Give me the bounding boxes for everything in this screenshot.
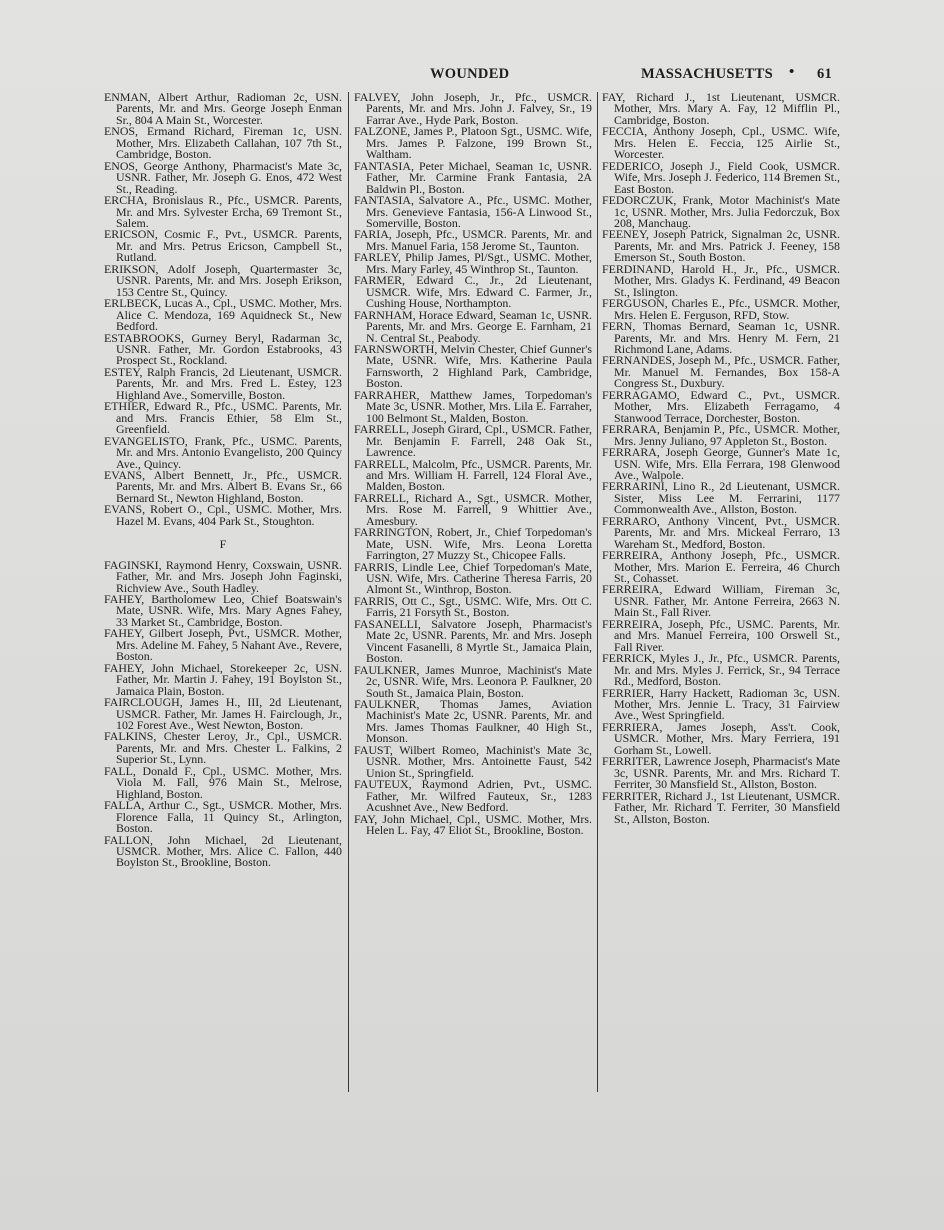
casualty-entry: FERRAGAMO, Edward C., Pvt., USMCR. Mother, Mrs. Elizabeth Ferragamo, 4 Stanwood Terrace, Dorchester, Boston. xyxy=(602,387,840,425)
column-divider xyxy=(348,92,349,1092)
casualty-entry: ENOS, Ermand Richard, Fireman 1c, USN. Mother, Mrs. Elizabeth Callahan, 107 7th St., Cambridge, Boston. xyxy=(104,124,342,162)
casualty-entry: FARRELL, Richard A., Sgt., USMCR. Mother, Mrs. Rose M. Farrell, 9 Whittier Ave., Amesbury. xyxy=(354,490,592,528)
casualty-entry: FALKINS, Chester Leroy, Jr., Cpl., USMCR. Parents, Mr. and Mrs. Chester L. Falkins, 2 Superior St., Lynn. xyxy=(104,729,342,767)
casualty-entry: FERRARA, Benjamin P., Pfc., USMCR. Mother, Mrs. Jenny Juliano, 97 Appleton St., Boston. xyxy=(602,422,840,448)
column-3 xyxy=(602,92,840,825)
casualty-entry: FEDORCZUK, Frank, Motor Machinist's Mate 1c, USNR. Mother, Mrs. Julia Fedorczuk, Box 208, Manchaug. xyxy=(602,193,840,230)
casualty-entry: FERREIRA, Joseph, Pfc., USMC. Parents, Mr. and Mrs. Manuel Ferreira, 100 Orswell St., Fall River. xyxy=(602,616,840,654)
casualty-entry: FARNHAM, Horace Edward, Seaman 1c, USNR. Parents, Mr. and Mrs. George E. Farnham, 21 N. Central St., Peabody. xyxy=(354,307,592,345)
casualty-entry: FERRIER, Harry Hackett, Radioman 3c, USN. Mother, Mrs. Jennie L. Tracy, 31 Fairview Ave., West Springfield. xyxy=(602,685,840,723)
casualty-entry: EVANS, Robert O., Cpl., USMC. Mother, Mrs. Hazel M. Evans, 404 Park St., Stoughton. xyxy=(104,502,342,528)
section-letter: F xyxy=(219,537,227,552)
casualty-entry: ERIKSON, Adolf Joseph, Quartermaster 3c, USNR. Parents, Mr. and Mrs. Joseph Erikson, 153 Centre St., Quincy. xyxy=(104,261,342,299)
section-title: WOUNDED xyxy=(430,66,510,82)
casualty-entry: FERN, Thomas Bernard, Seaman 1c, USNR. Parents, Mr. and Mrs. Henry M. Fern, 21 Richmond Lane, Adams. xyxy=(602,319,840,356)
casualty-entry: FAULKNER, James Munroe, Machinist's Mate 2c, USNR. Wife, Mrs. Leonora P. Faulkner, 20 South St., Jamaica Plain, Boston. xyxy=(354,662,592,700)
casualty-entry: FARRAHER, Matthew James, Torpedoman's Mate 3c, USNR. Mother, Mrs. Lila E. Farraher, 100 Belmont St., Malden, Boston. xyxy=(354,387,592,425)
casualty-entry: FERRICK, Myles J., Jr., Pfc., USMCR. Parents, Mr. and Mrs. Myles J. Ferrick, Sr., 94 Terrace Rd., Medford, Boston. xyxy=(602,651,840,689)
page-header xyxy=(105,64,841,84)
casualty-entry: FARRELL, Malcolm, Pfc., USMCR. Parents, Mr. and Mrs. William H. Farrell, 124 Floral Ave., Malden, Boston. xyxy=(354,456,592,494)
casualty-entry: FERGUSON, Charles E., Pfc., USMCR. Mother, Mrs. Helen E. Ferguson, RFD, Stow. xyxy=(602,296,840,322)
casualty-entry: FERRARA, Joseph George, Gunner's Mate 1c, USN. Wife, Mrs. Ella Ferrara, 198 Glenwood Ave., Walpole. xyxy=(602,445,840,482)
casualty-entry: ETHIER, Edward R., Pfc., USMC. Parents, Mr. and Mrs. Francis Ethier, 58 Elm St., Greenfield. xyxy=(104,399,342,437)
casualty-entry: FEDERICO, Joseph J., Field Cook, USMCR. Wife, Mrs. Joseph J. Federico, 114 Bremen St., East Boston. xyxy=(602,158,840,196)
casualty-entry: FAY, John Michael, Cpl., USMC. Mother, Mrs. Helen L. Fay, 47 Eliot St., Brookline, Boston. xyxy=(354,811,592,837)
casualty-entry: FERNANDES, Joseph M., Pfc., USMCR. Father, Mr. Manuel M. Fernandes, Box 158-A Congress St., Duxbury. xyxy=(602,353,840,391)
column-divider xyxy=(597,92,598,1092)
casualty-entry: FALZONE, James P., Platoon Sgt., USMC. Wife, Mrs. James P. Falzone, 199 Brown St., Waltham. xyxy=(354,124,592,162)
casualty-entry: FECCIA, Anthony Joseph, Cpl., USMC. Wife, Mrs. Helen E. Feccia, 125 Airlie St., Worcester. xyxy=(602,124,840,162)
casualty-entry: ESTABROOKS, Gurney Beryl, Radarman 3c, USNR. Father, Mr. Gordon Estabrooks, 43 Prospect St., Rockland. xyxy=(104,330,342,368)
casualty-entry: FERDINAND, Harold H., Jr., Pfc., USMCR. Mother, Mrs. Gladys K. Ferdinand, 49 Beacon St., Islington. xyxy=(602,261,840,299)
bullet-icon: • xyxy=(789,64,795,80)
casualty-entry: EVANGELISTO, Frank, Pfc., USMC. Parents, Mr. and Mrs. Antonio Evangelisto, 200 Quincy Ave., Quincy. xyxy=(104,433,342,471)
casualty-entry: FALLON, John Michael, 2d Lieutenant, USMCR. Mother, Mrs. Alice C. Fallon, 440 Boylston St., Brookline, Boston. xyxy=(104,832,342,870)
casualty-entry: FARRINGTON, Robert, Jr., Chief Torpedoman's Mate, USN. Wife, Mrs. Leona Loretta Farrington, 27 Muzzy St., Chicopee Falls. xyxy=(354,525,592,563)
casualty-entry: FERRARO, Anthony Vincent, Pvt., USMCR. Parents, Mr. and Mrs. Mickeal Ferraro, 13 Wareham St., Medford, Boston. xyxy=(602,513,840,551)
casualty-entry: FALVEY, John Joseph, Jr., Pfc., USMCR. Parents, Mr. and Mrs. John J. Falvey, Sr., 19 Farrar Ave., Hyde Park, Boston. xyxy=(354,90,592,127)
casualty-entry: FERREIRA, Anthony Joseph, Pfc., USMCR. Mother, Mrs. Marion E. Ferreira, 46 Church St., Cohasset. xyxy=(602,548,840,586)
casualty-entry: FANTASIA, Peter Michael, Seaman 1c, USNR. Father, Mr. Carmine Frank Fantasia, 2A Baldwin Pl., Boston. xyxy=(354,158,592,196)
casualty-entry: FAHEY, John Michael, Storekeeper 2c, USN. Father, Mr. Martin J. Fahey, 191 Boylston St., Jamaica Plain, Boston. xyxy=(104,660,342,698)
casualty-entry: FERRIERA, James Joseph, Ass't. Cook, USMCR. Mother, Mrs. Mary Ferriera, 191 Gorham St., Lowell. xyxy=(602,719,840,757)
casualty-entry: FAULKNER, Thomas James, Aviation Machinist's Mate 2c, USNR. Parents, Mr. and Mrs. James Thomas Faulkner, 40 High St., Monson. xyxy=(354,697,592,746)
casualty-entry: FERREIRA, Edward William, Fireman 3c, USNR. Father, Mr. Antone Ferreira, 2663 N. Main St., Fall River. xyxy=(602,582,840,620)
casualty-entry: FERRARINI, Lino R., 2d Lieutenant, USMCR. Sister, Miss Lee M. Ferrarini, 1177 Commonwealth Ave., Allston, Boston. xyxy=(602,479,840,517)
casualty-entry: ENOS, George Anthony, Pharmacist's Mate 3c, USNR. Father, Mr. Joseph G. Enos, 472 West St., Reading. xyxy=(104,158,342,196)
casualty-entry: FARIA, Joseph, Pfc., USMCR. Parents, Mr. and Mrs. Manuel Faria, 158 Jerome St., Taunton. xyxy=(354,227,592,253)
casualty-entry: FEENEY, Joseph Patrick, Signalman 2c, USNR. Parents, Mr. and Mrs. Patrick J. Feeney, 158 Emerson St., South Boston. xyxy=(602,227,840,265)
casualty-entry: FARMER, Edward C., Jr., 2d Lieutenant, USMCR. Wife, Mrs. Edward C. Farmer, Jr., Cushing House, Northampton. xyxy=(354,273,592,311)
casualty-entry: FARLEY, Philip James, Pl/Sgt., USMC. Mother, Mrs. Mary Farley, 45 Winthrop St., Taunton. xyxy=(354,250,592,276)
column-1 xyxy=(104,92,342,869)
casualty-entry: FALL, Donald F., Cpl., USMC. Mother, Mrs. Viola M. Fall, 976 Main St., Melrose, Highland, Boston. xyxy=(104,763,342,801)
casualty-entry: FARRIS, Lindle Lee, Chief Torpedoman's Mate, USN. Wife, Mrs. Catherine Theresa Farris, 20 Almont St., Winthrop, Boston. xyxy=(354,559,592,597)
casualty-entry: FAY, Richard J., 1st Lieutenant, USMCR. Mother, Mrs. Mary A. Fay, 12 Mifflin Pl., Cambridge, Boston. xyxy=(602,90,840,127)
casualty-entry: FARRIS, Ott C., Sgt., USMC. Wife, Mrs. Ott C. Farris, 21 Forsyth St., Boston. xyxy=(354,593,592,620)
casualty-entry: FANTASIA, Salvatore A., Pfc., USMC. Mother, Mrs. Genevieve Fantasia, 156-A Linwood St., Somerville, Boston. xyxy=(354,193,592,230)
column-1-f-entries xyxy=(104,557,342,870)
casualty-entry: FARRELL, Joseph Girard, Cpl., USMCR. Father, Mr. Benjamin F. Farrell, 248 Oak St., Lawrence. xyxy=(354,422,592,460)
casualty-entry: ERICSON, Cosmic F., Pvt., USMCR. Parents, Mr. and Mrs. Petrus Ericson, Campbell St., Rutland. xyxy=(104,227,342,265)
casualty-entry: FERRITER, Lawrence Joseph, Pharmacist's Mate 3c, USNR. Parents, Mr. and Mrs. Richard T. Ferriter, 30 Mansfield St., Allston, Boston. xyxy=(602,754,840,792)
casualty-entry: FASANELLI, Salvatore Joseph, Pharmacist's Mate 2c, USNR. Parents, Mr. and Mrs. Joseph Vincent Fasanelli, 8 Myrtle St., Jamaica Plain, Boston. xyxy=(354,616,592,666)
casualty-entry: ERLBECK, Lucas A., Cpl., USMC. Mother, Mrs. Alice C. Mendoza, 169 Aquidneck St., New Bedford. xyxy=(104,296,342,334)
casualty-entry: FAUTEUX, Raymond Adrien, Pvt., USMC. Father, Mr. Wilfred Fauteux, Sr., 1283 Acushnet Ave., New Bedford. xyxy=(354,777,592,815)
casualty-entry: FAHEY, Bartholomew Leo, Chief Boatswain's Mate, USNR. Wife, Mrs. Mary Agnes Fahey, 33 Market St., Cambridge, Boston. xyxy=(104,592,342,629)
casualty-entry: FERRITER, Richard J., 1st Lieutenant, USMCR. Father, Mr. Richard T. Ferriter, 30 Mansfield St., Allston, Boston. xyxy=(602,788,840,826)
casualty-entry: ENMAN, Albert Arthur, Radioman 2c, USN. Parents, Mr. and Mrs. George Joseph Enman Sr., 804 A Main St., Worcester. xyxy=(104,90,342,127)
casualty-entry: ERCHA, Bronislaus R., Pfc., USMCR. Parents, Mr. and Mrs. Sylvester Ercha, 69 Tremont St., Salem. xyxy=(104,193,342,230)
column-1-e-entries xyxy=(104,92,342,527)
casualty-entry: FARNSWORTH, Melvin Chester, Chief Gunner's Mate, USNR. Wife, Mrs. Katherine Paula Farnsworth, 2 Highland Park, Cambridge, Boston. xyxy=(354,341,592,391)
casualty-entry: EVANS, Albert Bennett, Jr., Pfc., USMCR. Parents, Mr. and Mrs. Albert B. Evans Sr., 66 Bernard St., Newton Highland, Boston. xyxy=(104,467,342,505)
casualty-entry: FAIRCLOUGH, James H., III, 2d Lieutenant, USMCR. Father, Mr. James H. Fairclough, Jr., 102 Forest Ave., West Newton, Boston. xyxy=(104,695,342,733)
casualty-entry: FALLA, Arthur C., Sgt., USMCR. Mother, Mrs. Florence Falla, 11 Quincy St., Arlington, Boston. xyxy=(104,798,342,836)
casualty-entry: ESTEY, Ralph Francis, 2d Lieutenant, USMCR. Parents, Mr. and Mrs. Fred L. Estey, 123 Highland Ave., Somerville, Boston. xyxy=(104,364,342,402)
column-2 xyxy=(354,92,592,836)
casualty-entry: FAGINSKI, Raymond Henry, Coxswain, USNR. Father, Mr. and Mrs. Joseph John Faginski, Richview Ave., South Hadley. xyxy=(104,557,342,595)
state-title: MASSACHUSETTS xyxy=(641,66,774,82)
page-number: 61 xyxy=(817,66,833,82)
casualty-entry: FAHEY, Gilbert Joseph, Pvt., USMCR. Mother, Mrs. Adeline M. Fahey, 5 Nahant Ave., Revere, Boston. xyxy=(104,626,342,664)
casualty-entry: FAUST, Wilbert Romeo, Machinist's Mate 3c, USNR. Mother, Mrs. Antoinette Faust, 542 Union St., Springfield. xyxy=(354,742,592,780)
